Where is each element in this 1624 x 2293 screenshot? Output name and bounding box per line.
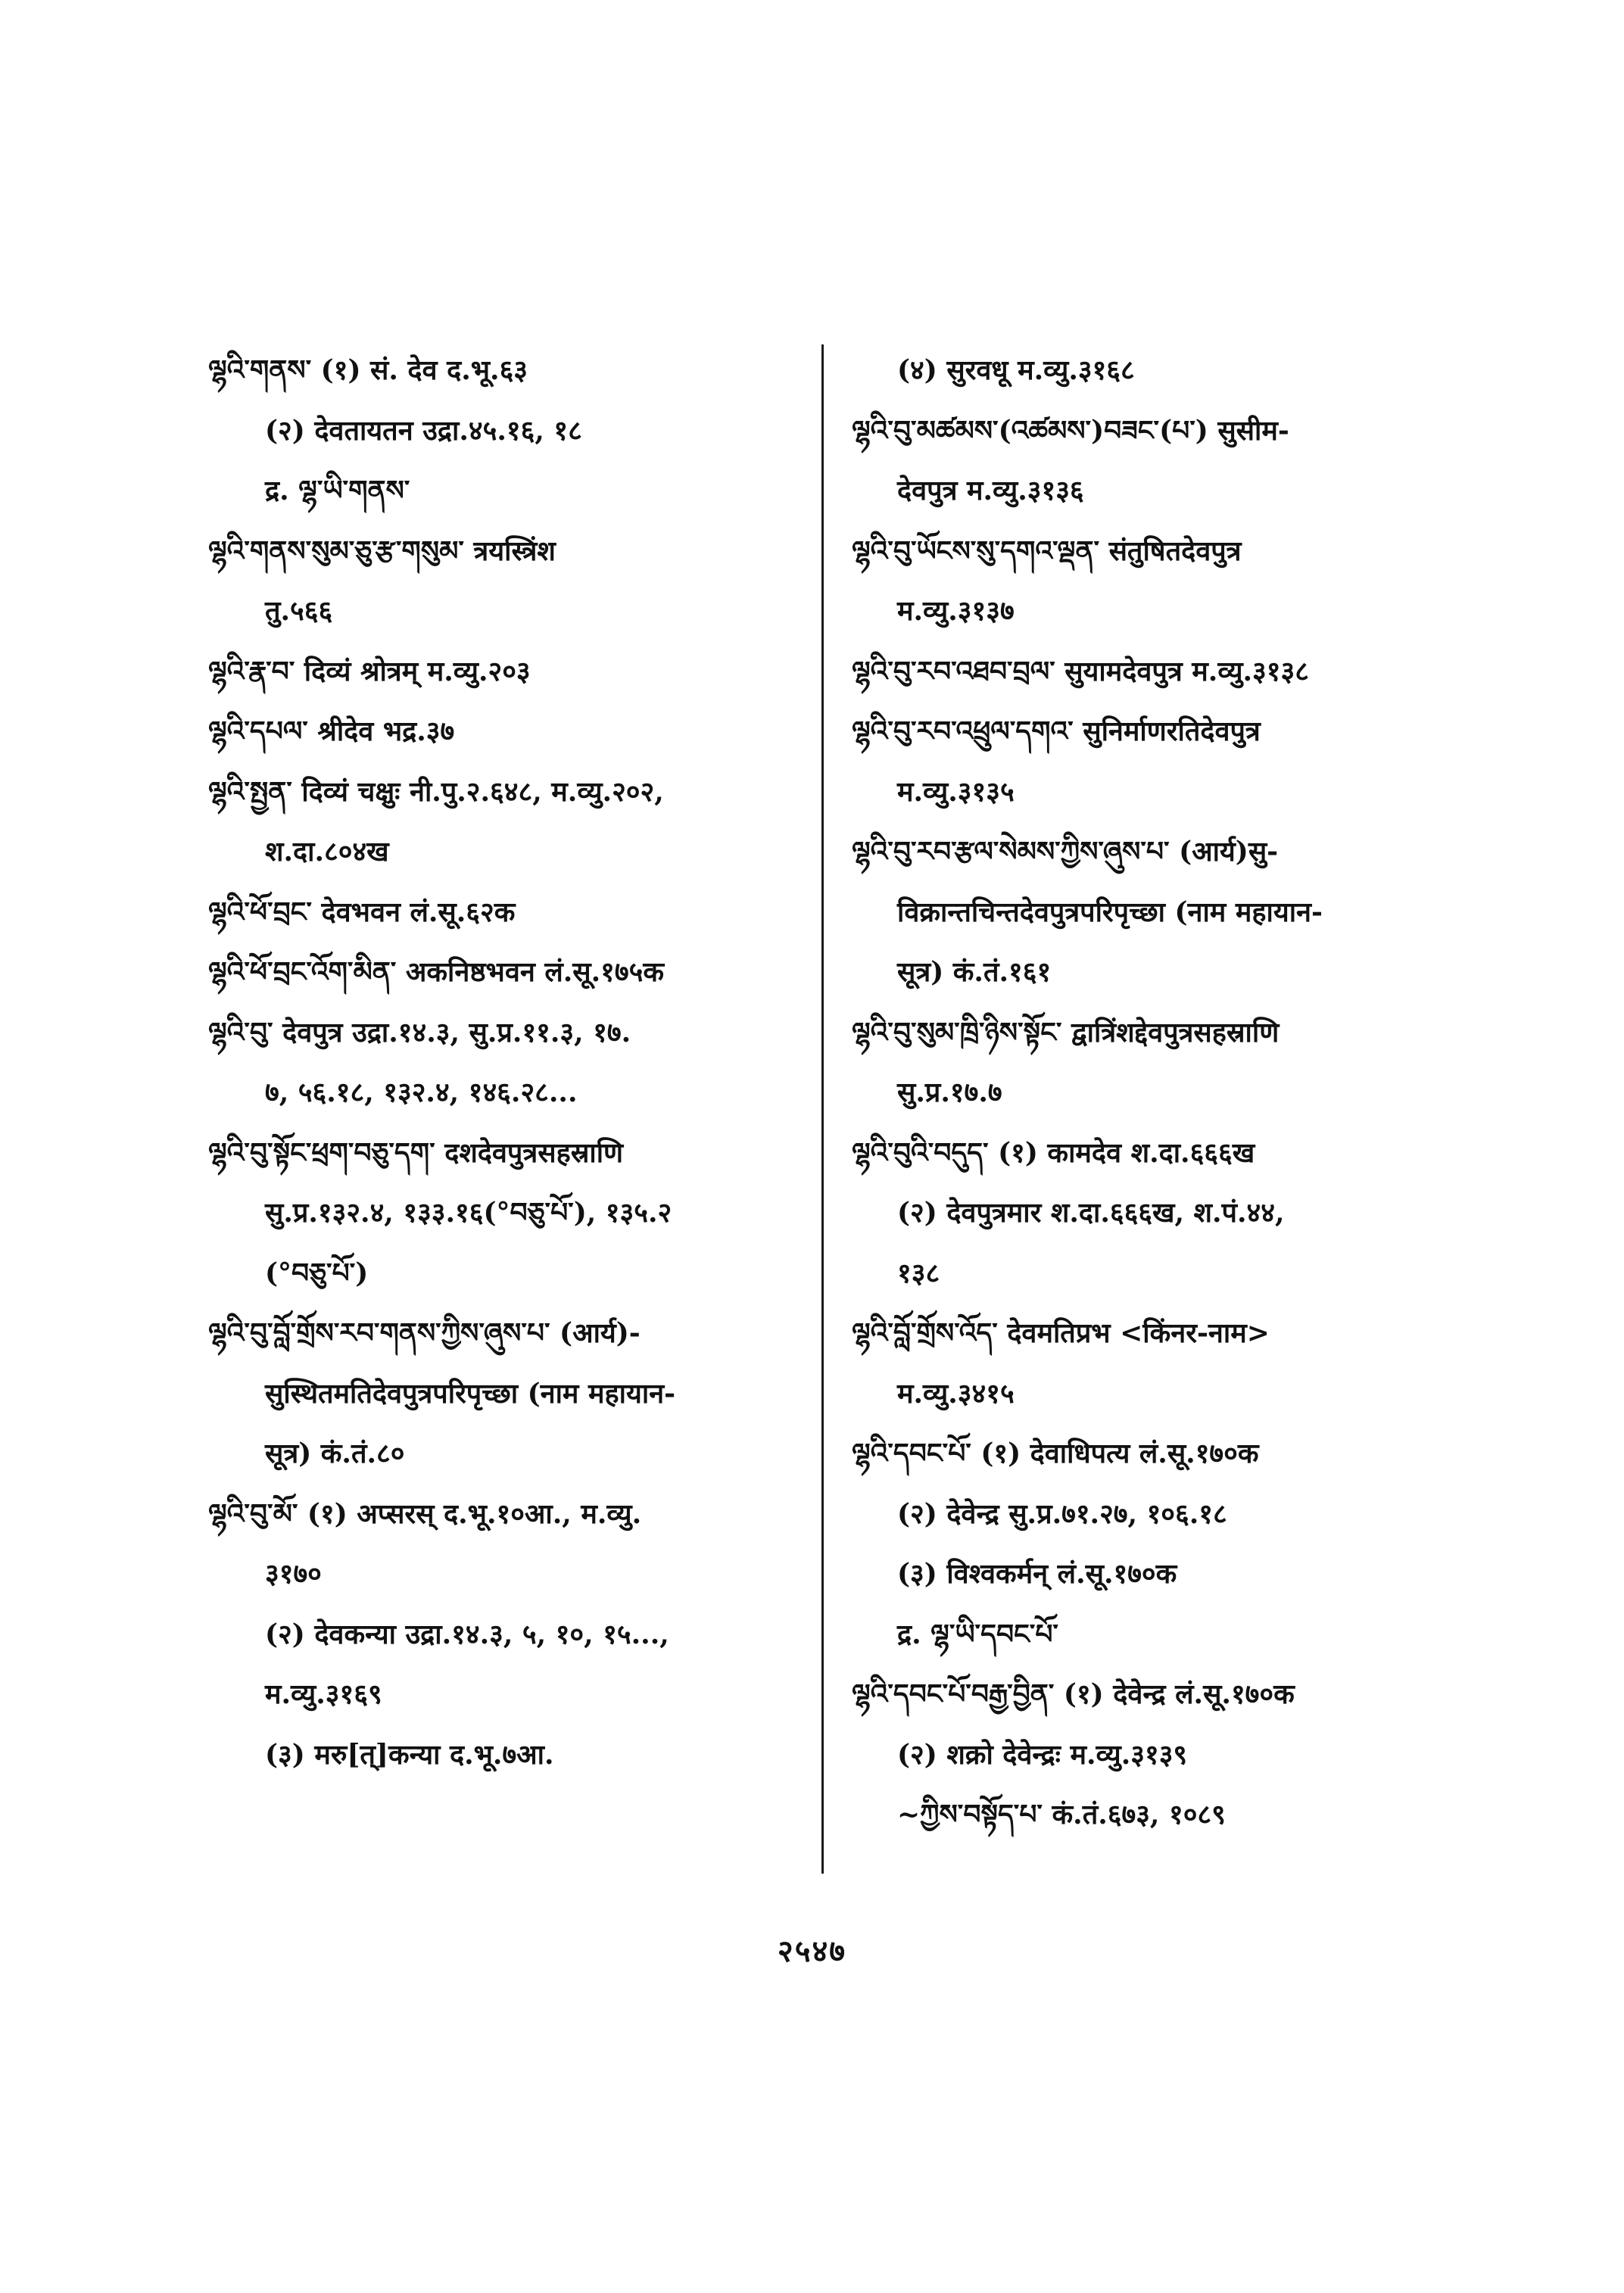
- entry-line: ལྷའི་ཕོ་བྲང་འོག་མིན་ अकनिष्ठभवन लं.सू.१७५क: [208, 956, 664, 988]
- entry-line: ལྷའི་བུ་རབ་འཕྲུལ་དགའ་ सुनिर्माणरतिदेवपुत्र: [852, 715, 1261, 747]
- entry-line: म.व्यु.३१३७: [897, 595, 1015, 627]
- entry-line: सूत्र) कं.तं.८०: [265, 1438, 405, 1469]
- entry-line: ལྷའི་བུ་སྟོང་ཕྲག་བཅུ་དག་ दशदेवपुत्रसहस्राणि: [208, 1136, 624, 1169]
- entry-line: १३८: [897, 1257, 940, 1289]
- entry-line: (४) सुरवधू म.व्यु.३१६८: [897, 354, 1135, 386]
- entry-line: (°བཅུ་པོ་): [265, 1257, 369, 1289]
- entry-line: म.व्यु.३४१५: [897, 1377, 1015, 1410]
- entry-line: ལྷའི་གནས་ (१) सं. देव द.भू.६३: [208, 354, 528, 386]
- entry-line: ལྷའི་བུ་བློ་གྲོས་རབ་གནས་ཀྱིས་ཞུས་པ་ (आर्य)-: [208, 1317, 641, 1349]
- right-column: [852, 356, 1450, 1861]
- entry-line: ལྷའི་བུ་མོ་ (१) अप्सरस् द.भू.१०आ., म.व्यु.: [208, 1497, 642, 1530]
- entry-line: सुस्थितमतिदेवपुत्रपरिपृच्छा (नाम महायान-: [265, 1377, 676, 1410]
- entry-line: ७, ५६.१८, १३२.४, १४६.२८...: [265, 1076, 578, 1108]
- entry-line: ལྷའི་གནས་སུམ་ཅུ་རྩ་གསུམ་ त्रयस्त्रिंश: [208, 534, 556, 567]
- entry-line: ལྷའི་བུའི་བདུད་ (१) कामदेव श.दा.६६६ख: [852, 1136, 1255, 1169]
- entry-line: (३) मरु[त्]कन्या द.भू.७आ.: [265, 1738, 554, 1771]
- entry-line: ३१७०: [265, 1558, 322, 1590]
- page-number: २५४७: [777, 1933, 847, 1969]
- entry-line: (३) विश्वकर्मन् लं.सू.१७०क: [897, 1558, 1177, 1590]
- entry-line: ལྷའི་བློ་གྲོས་འོད་ देवमतिप्रभ <किंनर-नाम>: [852, 1317, 1270, 1349]
- entry-line: (२) देवतायतन उद्रा.४५.१६, १८: [265, 414, 582, 447]
- entry-line: सु.प्र.१३२.४, १३३.१६(°བཅུ་པོ་), १३५.२: [265, 1197, 672, 1229]
- entry-line: द्र. ལྷ་ཡི་དབང་པོ་: [897, 1618, 1058, 1650]
- entry-line: श.दा.८०४ख: [265, 836, 389, 868]
- entry-line: ལྷའི་དབང་པོ་བརྒྱ་བྱིན་ (१) देवेन्द्र लं.सू.१७०क: [852, 1678, 1295, 1710]
- entry-line: देवपुत्र म.व्यु.३१३६: [897, 475, 1084, 506]
- entry-line: म.व्यु.३१६९: [265, 1678, 382, 1710]
- entry-line: म.व्यु.३१३५: [897, 775, 1015, 808]
- left-column: [208, 356, 799, 1800]
- entry-line: ལྷའི་རྣ་བ་ दिव्यं श्रोत्रम् म.व्यु.२०३: [208, 655, 531, 687]
- entry-line: (२) देवपुत्रमार श.दा.६६६ख, श.पं.४४,: [897, 1197, 1285, 1229]
- entry-line: (२) शक्रो देवेन्द्रः म.व्यु.३१३९: [897, 1738, 1188, 1771]
- entry-line: तु.५६६: [265, 595, 333, 627]
- entry-line: ལྷའི་བུ་སུམ་ཁྲི་ཉིས་སྟོང་ द्वात्रिंशद्देवपुत्रसहस्राणि: [852, 1016, 1280, 1048]
- entry-line: सूत्र) कं.तं.१६१: [897, 956, 1052, 988]
- entry-line: (२) देवकन्या उद्रा.१४.३, ५, १०, १५...,: [265, 1618, 669, 1650]
- entry-line: ལྷའི་དཔལ་ श्रीदेव भद्र.३७: [208, 715, 455, 747]
- entry-line: ལྷའི་དབང་པོ་ (१) देवाधिपत्य लं.सू.१७०क: [852, 1438, 1259, 1469]
- column-divider: [821, 344, 824, 1874]
- entry-line: ལྷའི་བུ་ཡོངས་སུ་དགའ་ལྡན་ संतुषितदेवपुत्र: [852, 534, 1242, 567]
- entry-line: ལྷའི་བུ་མཚམས་(འཚམས་)བཟང་(པ་) सुसीम-: [852, 414, 1289, 447]
- entry-line: द्र. ལྷ་ཡི་གནས་: [265, 475, 410, 506]
- entry-line: सु.प्र.१७.७: [897, 1076, 1002, 1108]
- entry-line: ལྷའི་བུ་ देवपुत्र उद्रा.१४.३, सु.प्र.११.३, १७.: [208, 1016, 631, 1048]
- entry-line: (२) देवेन्द्र सु.प्र.७१.२७, १०६.१८: [897, 1497, 1227, 1530]
- entry-line: ལྷའི་བུ་རབ་འཐབ་བྲལ་ सुयामदेवपुत्र म.व्यु.३१३८: [852, 655, 1309, 687]
- entry-line: विक्रान्तचिन्तदेवपुत्रपरिपृच्छा (नाम महायान-: [897, 896, 1323, 928]
- entry-line: ~ཀྱིས་བསྟོད་པ་ कं.तं.६७३, १०८९: [897, 1799, 1226, 1830]
- entry-line: ལྷའི་བུ་རབ་རྩལ་སེམས་ཀྱིས་ཞུས་པ་ (आर्य)सु-: [852, 836, 1279, 868]
- entry-line: ལྷའི་སྤྱན་ दिव्यं चक्षुः नी.पु.२.६४८, म.व्यु.२०२,: [208, 775, 664, 808]
- entry-line: ལྷའི་ཕོ་བྲང་ देवभवन लं.सू.६२क: [208, 896, 516, 928]
